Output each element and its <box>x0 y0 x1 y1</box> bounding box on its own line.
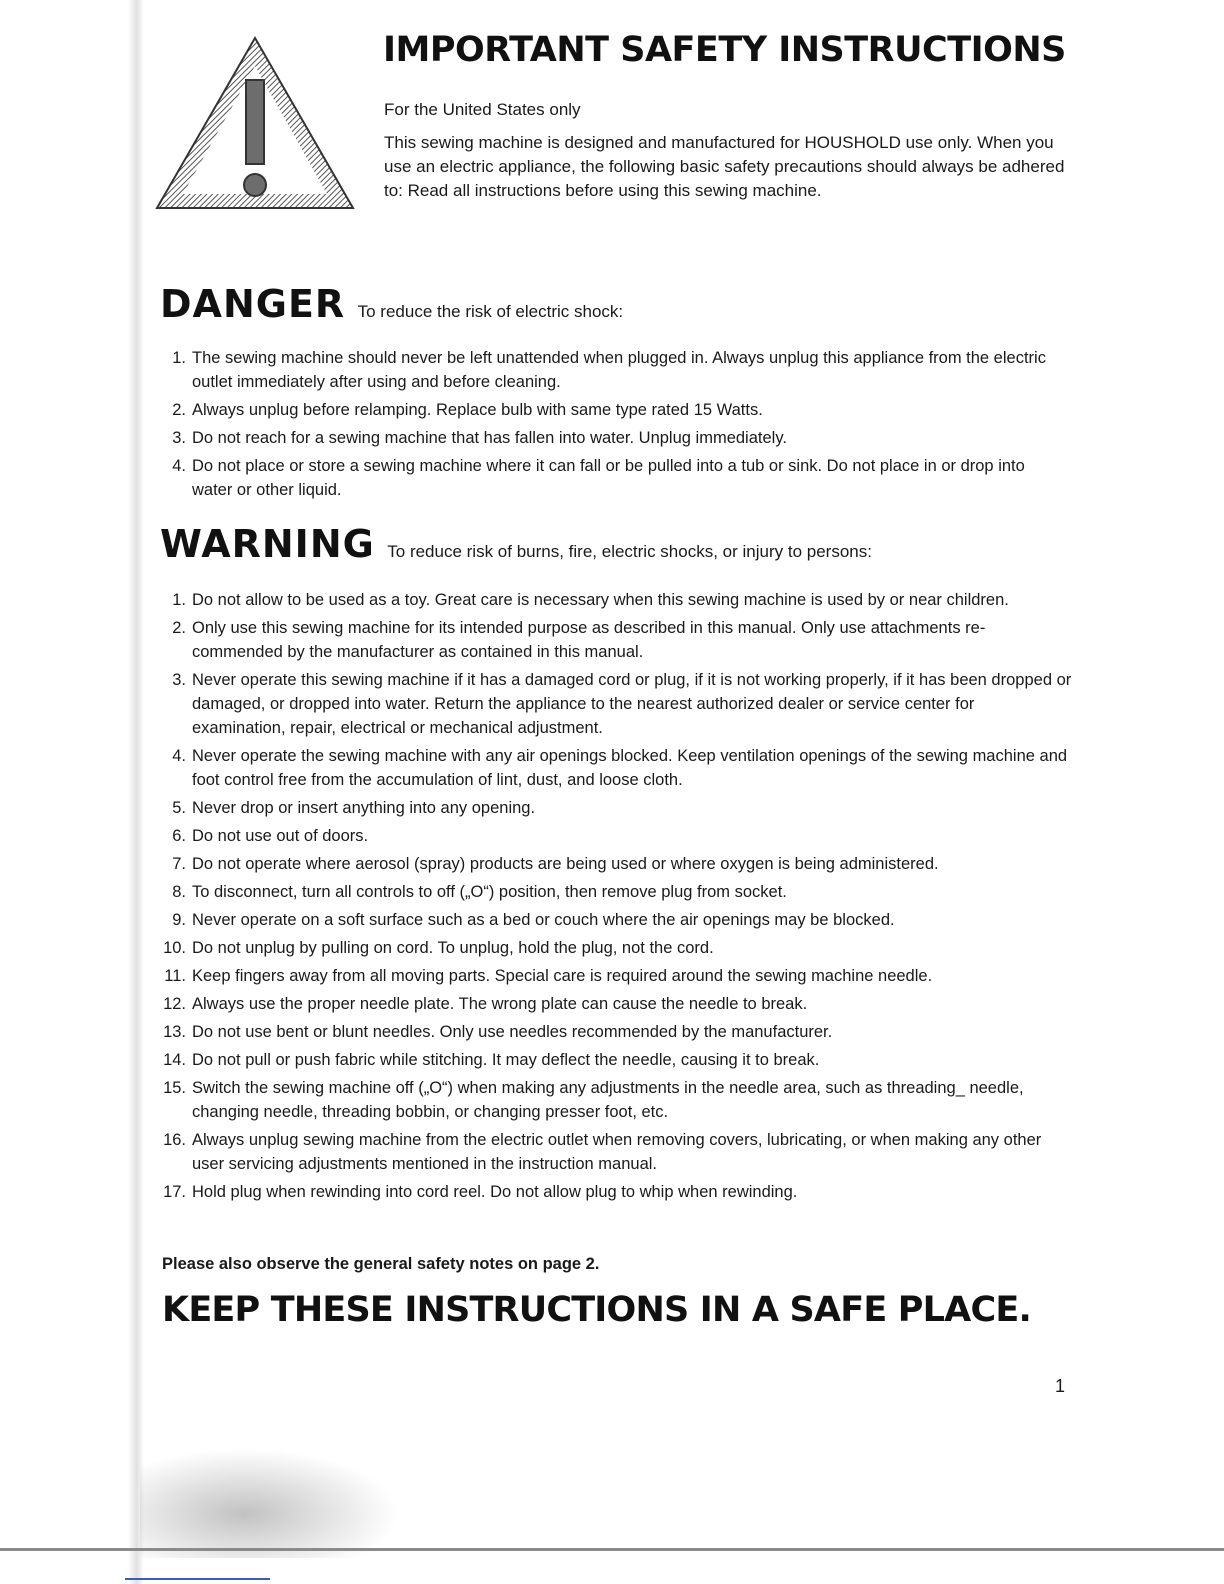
item-text: Do not allow to be used as a toy. Great care is necessary when this sewing machine is used by or near children. <box>192 591 1009 609</box>
keep-instructions-heading: KEEP THESE INSTRUCTIONS IN A SAFE PLACE. <box>162 1290 1031 1330</box>
list-item <box>172 346 1052 394</box>
list-item <box>172 426 1052 450</box>
item-number: 1. <box>172 591 186 609</box>
scan-edge-line-blue <box>125 1578 270 1580</box>
item-text: Do not place or store a sewing machine where it can fall or be pulled into a tub or sink. Do not place in or drop into water or other liquid. <box>192 457 1025 499</box>
danger-subtitle: To reduce the risk of electric shock: <box>357 302 624 321</box>
item-number: 7. <box>172 855 186 873</box>
item-number: 5. <box>172 799 186 817</box>
item-number: 11. <box>164 967 186 985</box>
list-item <box>172 588 1072 612</box>
item-number: 13. <box>163 1023 186 1041</box>
item-number: 3. <box>172 429 186 447</box>
list-item <box>172 668 1072 740</box>
list-item <box>172 880 1072 904</box>
list-item <box>172 796 1072 820</box>
intro-paragraph: This sewing machine is designed and manufactured for HOUSHOLD use only. When you use an electric appliance, the following basic safety precautions should always be adhered to: Read all instructions before using this sewing machine. <box>384 133 1065 200</box>
list-item <box>163 936 1072 960</box>
item-text: Only use this sewing machine for its intended purpose as described in this manual. Only use attachments re-commended by the manufacturer as contained in this manual. <box>192 619 986 661</box>
item-text: Always use the proper needle plate. The wrong plate can cause the needle to break. <box>192 995 808 1013</box>
page-number: 1 <box>1055 1376 1066 1396</box>
item-number: 14. <box>163 1051 186 1069</box>
item-text: Do not pull or push fabric while stitching. It may deflect the needle, causing it to break. <box>192 1051 820 1069</box>
list-item <box>172 852 1072 876</box>
item-text: Never operate this sewing machine if it has a damaged cord or plug, if it is not working properly, if it has been dropped or damaged, or dropped into water. Return the appliance to the nearest authorized dealer or service center for examination, repair, electrical or mechanical adjustment. <box>192 671 1072 737</box>
list-item <box>172 908 1072 932</box>
item-number: 6. <box>172 827 186 845</box>
scan-shadow-bottom <box>140 1448 400 1558</box>
list-item <box>163 1020 1072 1044</box>
item-number: 17. <box>163 1183 186 1201</box>
item-text: To disconnect, turn all controls to off („O“) position, then remove plug from socket. <box>192 883 787 901</box>
item-text: The sewing machine should never be left unattended when plugged in. Always unplug this appliance from the electric outlet immediately after using and before cleaning. <box>192 349 1046 391</box>
item-number: 10. <box>163 939 186 957</box>
scan-edge-line <box>0 1548 1224 1551</box>
list-item <box>163 1076 1072 1124</box>
item-number: 12. <box>163 995 186 1013</box>
list-item <box>172 398 1052 422</box>
intro-block <box>384 98 1084 212</box>
item-text: Do not use out of doors. <box>192 827 369 845</box>
item-text: Do not unplug by pulling on cord. To unplug, hold the plug, not the cord. <box>192 939 714 957</box>
item-number: 4. <box>172 747 186 765</box>
list-item <box>164 964 1072 988</box>
item-text: Do not reach for a sewing machine that has fallen into water. Unplug immediately. <box>192 429 787 447</box>
warning-label: WARNING <box>160 522 375 566</box>
item-text: Switch the sewing machine off („O“) when making any adjustments in the needle area, such as threading_ needle, changing needle, threading bobbin, or changing presser foot, etc. <box>192 1079 1024 1121</box>
list-item <box>172 744 1072 792</box>
page-title: IMPORTANT SAFETY INSTRUCTIONS <box>383 30 1066 70</box>
list-item <box>172 616 1072 664</box>
list-item <box>172 824 1072 848</box>
scan-shadow-left <box>128 0 144 1584</box>
item-number: 9. <box>172 911 186 929</box>
danger-list <box>172 346 1052 506</box>
list-item <box>163 992 1072 1016</box>
item-text: Hold plug when rewinding into cord reel. Do not allow plug to whip when rewinding. <box>192 1183 798 1201</box>
item-number: 8. <box>172 883 186 901</box>
item-number: 4. <box>172 457 186 475</box>
warning-subtitle: To reduce risk of burns, fire, electric shocks, or injury to persons: <box>387 542 872 561</box>
warning-heading <box>160 522 872 566</box>
list-item <box>163 1180 1072 1204</box>
item-text: Do not use bent or blunt needles. Only use needles recommended by the manufacturer. <box>192 1023 833 1041</box>
safety-note: Please also observe the general safety notes on page 2. <box>162 1255 600 1273</box>
region-note: For the United States only <box>384 100 581 119</box>
list-item <box>172 454 1052 502</box>
item-number: 2. <box>172 619 186 637</box>
item-number: 16. <box>163 1131 186 1149</box>
warning-triangle-icon <box>155 36 355 212</box>
item-number: 1. <box>172 349 186 367</box>
danger-label: DANGER <box>160 282 346 326</box>
danger-heading <box>160 282 623 326</box>
item-text: Always unplug before relamping. Replace bulb with same type rated 15 Watts. <box>192 401 763 419</box>
list-item <box>163 1128 1072 1176</box>
item-text: Never operate the sewing machine with any air openings blocked. Keep ventilation openings of the sewing machine and foot control free from the accumulation of lint, dust, and loose cloth. <box>192 747 1068 789</box>
item-text: Keep fingers away from all moving parts. Special care is required around the sewing machine needle. <box>192 967 933 985</box>
item-text: Do not operate where aerosol (spray) products are being used or where oxygen is being administered. <box>192 855 939 873</box>
warning-list <box>163 588 1072 1208</box>
item-number: 3. <box>172 671 186 689</box>
item-text: Never operate on a soft surface such as a bed or couch where the air openings may be blocked. <box>192 911 895 929</box>
item-number: 15. <box>163 1079 186 1097</box>
list-item <box>163 1048 1072 1072</box>
item-text: Never drop or insert anything into any opening. <box>192 799 536 817</box>
item-number: 2. <box>172 401 186 419</box>
item-text: Always unplug sewing machine from the electric outlet when removing covers, lubricating, or when making any other user servicing adjustments mentioned in the instruction manual. <box>192 1131 1042 1173</box>
